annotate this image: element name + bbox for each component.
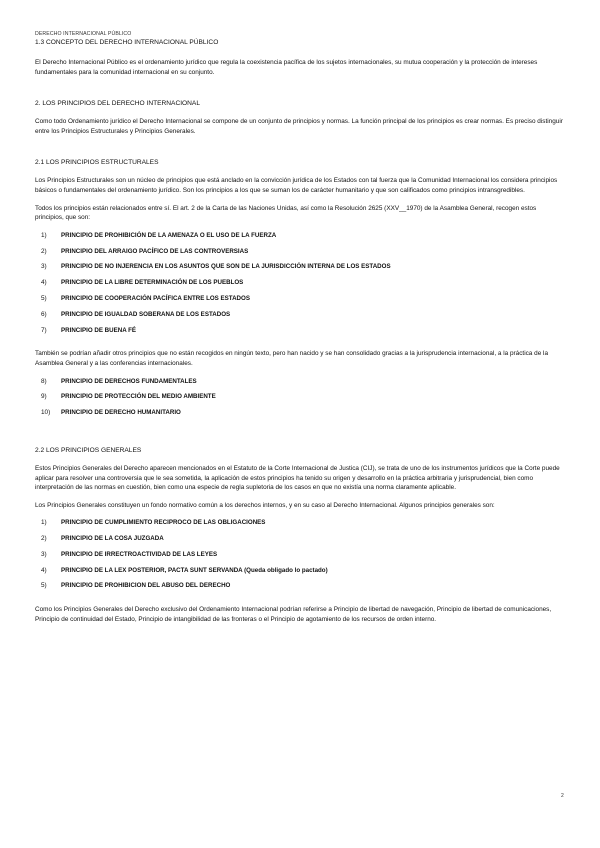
- list-item: [35, 550, 565, 566]
- list-item-text: PRINCIPIO DE DERECHO HUMANITARIO: [61, 409, 181, 417]
- section-1-3-heading: 1.3 CONCEPTO DEL DERECHO INTERNACIONAL PÚBLICO: [35, 39, 219, 46]
- list-item-number: 10): [41, 409, 51, 417]
- section-2-heading: 2. LOS PRINCIPIOS DEL DERECHO INTERNACIONAL: [35, 100, 201, 108]
- list-item-number: 3): [41, 263, 47, 271]
- list-item: [35, 278, 565, 294]
- list-item-number: 4): [41, 279, 47, 287]
- list-item-number: 4): [41, 566, 47, 574]
- list-item: [35, 326, 565, 342]
- list-item-number: 1): [41, 519, 47, 527]
- list-item-number: 5): [41, 582, 47, 590]
- section-2-2-heading: 2.2 LOS PRINCIPIOS GENERALES: [35, 446, 142, 454]
- running-header: DERECHO INTERNACIONAL PÚBLICO: [35, 31, 132, 37]
- section-2-1-paragraph-1: Los Principios Estructurales son un núcleo de principios que está anclado en la convicción jurídica de los Estados con tal fuerza que la Comunidad Internacional los considera principios básicos o fundamentales del ordenamiento jurídico. Son los principios a los que se suman los de carácter humanitario y que son calificados como principios intransgredibles.: [35, 177, 558, 194]
- list-item-text: PRINCIPIO DE DERECHOS FUNDAMENTALES: [61, 377, 197, 385]
- list-item-text: PRINCIPIO DE LA LIBRE DETERMINACIÓN DE LOS PUEBLOS: [61, 279, 244, 287]
- document-page: [35, 31, 565, 632]
- list-item-text: PRINCIPIO DE PROHIBICION DEL ABUSO DEL DERECHO: [61, 582, 231, 590]
- list-item-number: 6): [41, 310, 47, 318]
- list-item: [35, 310, 565, 326]
- list-item: [35, 534, 565, 550]
- additional-principles-list: [35, 377, 565, 424]
- list-item: [35, 566, 565, 582]
- list-item-number: 3): [41, 550, 47, 558]
- list-item: [35, 408, 565, 424]
- list-item-number: 2): [41, 247, 47, 255]
- section-2-1-heading: 2.1 LOS PRINCIPIOS ESTRUCTURALES: [35, 159, 159, 167]
- section-2-2-paragraph-1: Estos Principios Generales del Derecho aparecen mencionados en el Estatuto de la Corte Internacional de Justica (CIJ), se trata de uno de los instrumentos jurídicos que la Corte puede aplicar para resolver una controversia que le sea sometida, la aplicación de estos principios ha tenido su origen y desarrollo en la práctica arbitraria y jurisprudencial, bien como interpretación de las normas en cuestión, bien como una especie de regla supletoria de los casos en que no existía una norma claramente aplicable.: [35, 464, 560, 492]
- section-2-2-paragraph-2: Los Principios Generales constituyen un fondo normativo común a los derechos internos, y en su caso al Derecho Internacional. Algunos principios generales son:: [35, 501, 495, 509]
- list-item-number: 2): [41, 535, 47, 543]
- list-item-number: 5): [41, 294, 47, 302]
- section-1-3-paragraph: El Derecho Internacional Público es el ordenamiento jurídico que regula la coexistencia pacífica de los sujetos internacionales, su mutua cooperación y la protección de intereses fundamentales para la comunidad internacional en su conjunto.: [35, 59, 538, 76]
- section-2-2-paragraph-3: Como los Principios Generales del Derecho exclusivo del Ordenamiento Internacional podrían referirse a Principio de libertad de navegación, Principio de libertad de comunicaciones, Principio de continuidad del Estado, Principio de intangibilidad de las fronteras o el Principio de agotamiento de los recursos de orden interno.: [35, 606, 552, 623]
- list-item-text: PRINCIPIO DE IRRECTROACTIVIDAD DE LAS LEYES: [61, 550, 218, 558]
- list-item: [35, 581, 565, 597]
- list-item-text: PRINCIPIO DE LA LEX POSTERIOR, PACTA SUNT SERVANDA (Queda obligado lo pactado): [61, 566, 328, 574]
- list-item-text: PRINCIPIO DEL ARRAIGO PACÍFICO DE LAS CONTROVERSIAS: [61, 247, 249, 255]
- list-item-text: PRINCIPIO DE CUMPLIMIENTO RECIPROCO DE LAS OBLIGACIONES: [61, 519, 266, 527]
- list-item: [35, 262, 565, 278]
- list-item-text: PRINCIPIO DE BUENA FÉ: [61, 326, 137, 334]
- list-item: [35, 392, 565, 408]
- list-item: [35, 518, 565, 534]
- list-item-number: 7): [41, 326, 47, 334]
- list-item-number: 1): [41, 231, 47, 239]
- list-item: [35, 294, 565, 310]
- list-item-number: 8): [41, 377, 47, 385]
- section-2-1-paragraph-2: Todos los principios están relacionados entre sí. El art. 2 de la Carta de las Naciones Unidas, así como la Resolución 2625 (XXV__1970) de la Asamblea General, recogen estos principios, que son:: [35, 204, 537, 222]
- list-item: [35, 247, 565, 263]
- list-item-text: PRINCIPIO DE NO INJERENCIA EN LOS ASUNTOS QUE SON DE LA JURISDICCIÓN INTERNA DE LOS ESTADOS: [61, 263, 391, 271]
- list-item: [35, 231, 565, 247]
- list-item-text: PRINCIPIO DE PROTECCIÓN DEL MEDIO AMBIENTE: [61, 393, 216, 401]
- list-item: [35, 377, 565, 393]
- page-number: 2: [561, 793, 564, 799]
- list-item-text: PRINCIPIO DE PROHIBICIÓN DE LA AMENAZA O EL USO DE LA FUERZA: [61, 231, 277, 239]
- section-2-paragraph: Como todo Ordenamiento jurídico el Derecho Internacional se compone de un conjunto de principios y normas. La función principal de los principios es crear normas. Es preciso distinguir entre los Principios Estructurales y Principios Generales.: [35, 118, 563, 135]
- section-2-1-paragraph-3: También se podrían añadir otros principios que no están recogidos en ningún texto, pero han nacido y se han consolidado gracias a la jurisprudencia internacional, a la práctica de la Asamblea General y a las conferencias internacionales.: [35, 350, 548, 367]
- list-item-number: 9): [41, 393, 47, 401]
- list-item-text: PRINCIPIO DE COOPERACIÓN PACÍFICA ENTRE LOS ESTADOS: [61, 294, 250, 302]
- list-item-text: PRINCIPIO DE IGUALDAD SOBERANA DE LOS ESTADOS: [61, 310, 231, 318]
- list-item-text: PRINCIPIO DE LA COSA JUZGADA: [61, 535, 164, 543]
- general-principles-list: [35, 518, 565, 597]
- structural-principles-list: [35, 231, 565, 342]
